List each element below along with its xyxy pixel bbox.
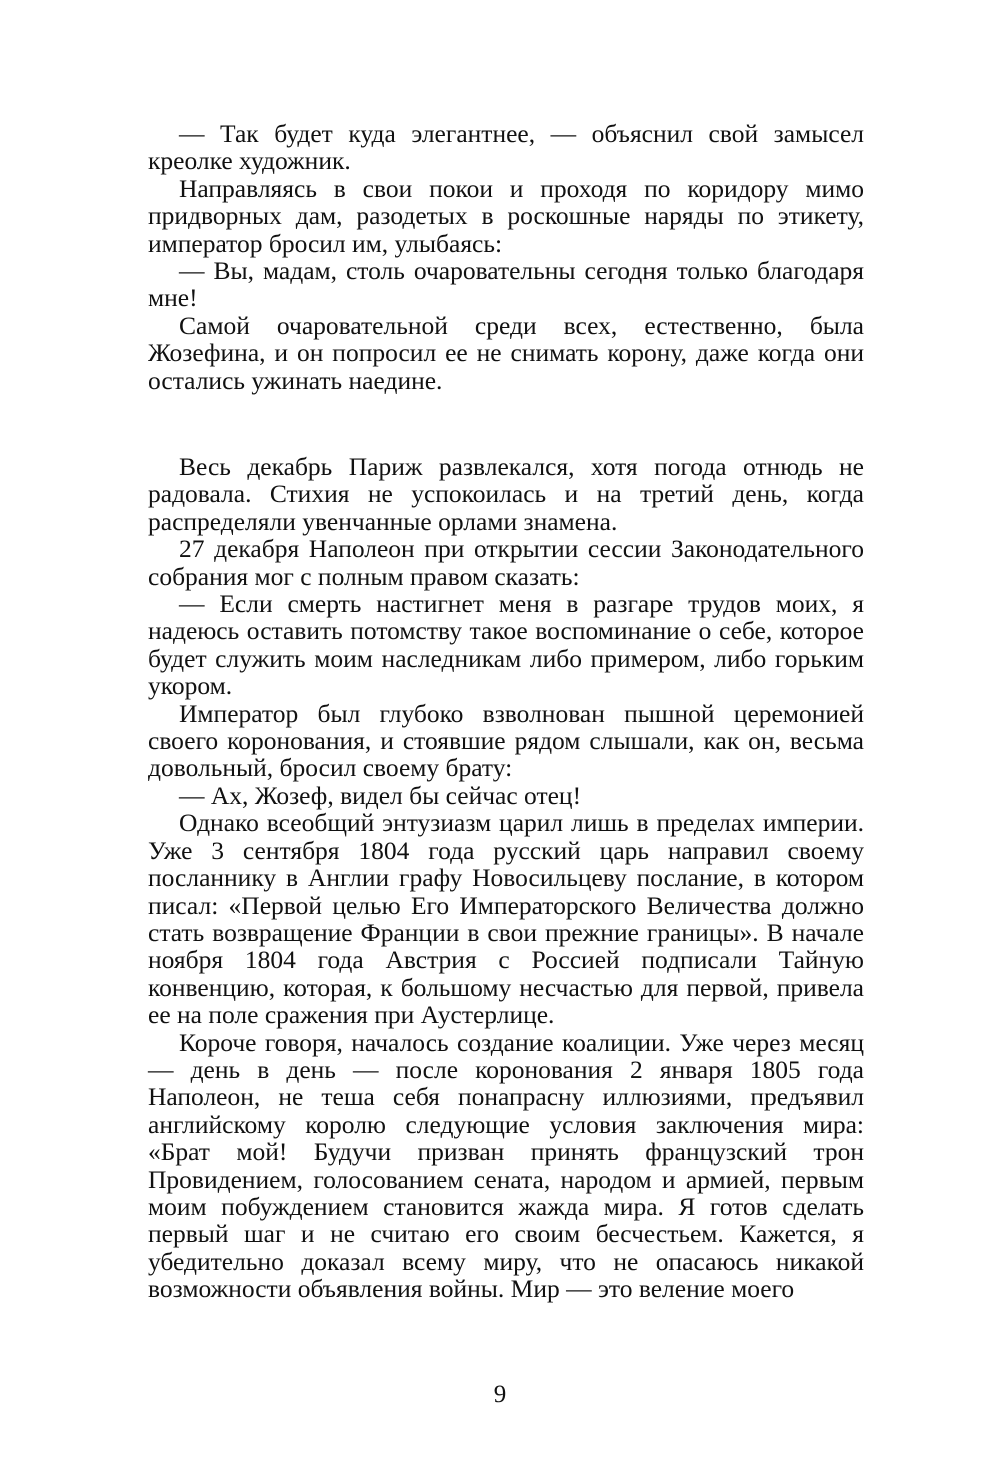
text-section-before-break — [148, 120, 864, 394]
paragraph: — Так будет куда элегантнее, — объяснил свой замысел креолке художник. — [148, 119, 864, 176]
paragraph: Направляясь в свои покои и проходя по коридору мимо придворных дам, разодетых в роскошные наряды по этикету, император бросил им, улыбаясь: — [148, 173, 864, 258]
paragraph: Весь декабрь Париж развлекался, хотя погода отнюдь не радовала. Стихия не успокоилась и на третий день, когда распределяли увенчанные орлами знамена. — [148, 452, 864, 536]
paragraph: Однако всеобщий энтузиазм царил лишь в пределах империи. Уже 3 сентября 1804 года русский царь направил своему посланнику в Англии графу Новосильцеву послание, в котором писал: «Первой целью Его Императорского Величества должно стать возвращение Франции в свои прежние границы». В начале ноября 1804 года Австрия с Россией подписали Тайную конвенцию, которая, к большому несчастью для первой, привела ее на поле сражения при Аустерлице. — [148, 808, 864, 1030]
paragraph: Короче говоря, началось создание коалиции. Уже через месяц — день в день — после коронования 2 января 1805 года Наполеон, не теша себя понапрасну иллюзиями, предъявил английскому королю следующие условия заключения мира: «Брат мой! Будучи призван принять французский трон Провидением, голосованием сената, народом и армией, первым моим побуждением становится жажда мира. Я готов сделать первый шаг и не считаю его своим бесчестьем. Кажется, я убедительно доказал всему миру, что не опасаюсь никакой возможности объявления войны. Мир — это веление моего — [148, 1027, 864, 1304]
paragraph: 27 декабря Наполеон при открытии сессии Законодательного собрания мог с полным правом сказать: — [148, 534, 864, 591]
paragraph: Самой очаровательной среди всех, естественно, была Жозефина, и он попросил ее не снимать корону, даже когда они остались ужинать наедине. — [148, 310, 864, 395]
page-number: 9 — [493, 1381, 507, 1408]
paragraph: — Вы, мадам, столь очаровательны сегодня только благодаря мне! — [148, 256, 864, 313]
paragraph: Император был глубоко взволнован пышной церемонией своего коронования, и стоявшие рядом слышали, как он, весьма довольный, бросил своему брату: — [148, 698, 864, 783]
text-section-after-break — [148, 453, 864, 1303]
paragraph: — Ах, Жозеф, видел бы сейчас отец! — [179, 780, 582, 810]
paragraph: — Если смерть настигнет меня в разгаре трудов моих, я надеюсь оставить потомству такое воспоминание о себе, которое будет служить моим наследникам либо примером, либо горьким укором. — [148, 589, 864, 701]
